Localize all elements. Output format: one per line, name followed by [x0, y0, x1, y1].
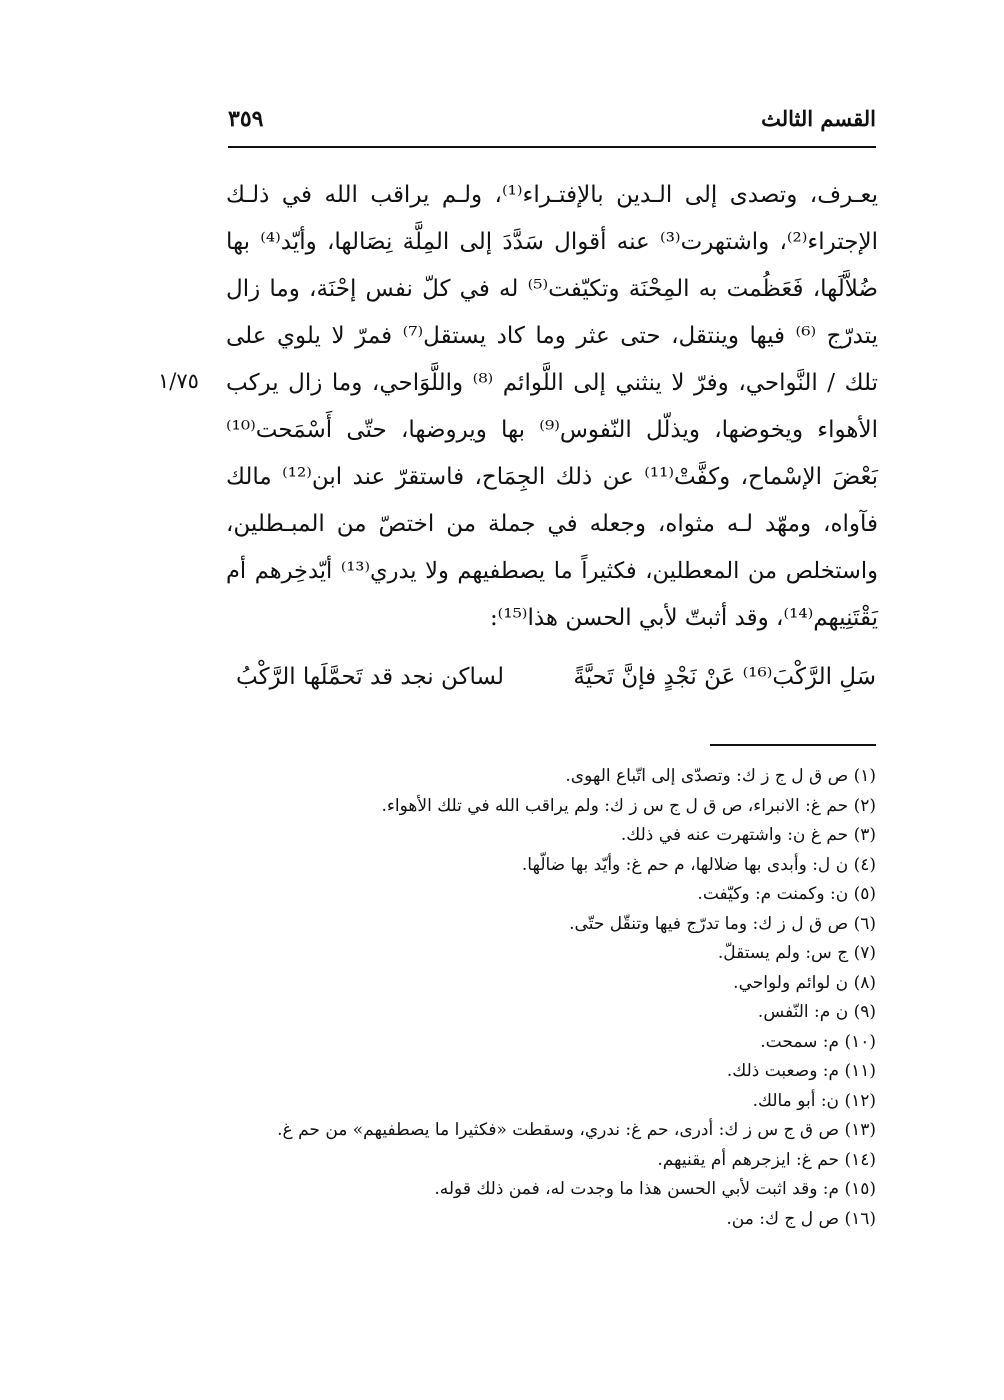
footnote: (١٠) م: سمحت.	[760, 1031, 876, 1052]
body-line: يتدرّج ⁽⁶⁾ فيها وينتقل، حتى عثر وما كاد يستقل⁽⁷⁾ فمرّ لا يلوي على	[226, 323, 879, 349]
body-line: تلك / النَّواحي، وفرّ لا ينثني إلى اللَّوائم ⁽⁸⁾ واللَّوَاحي، وما زال يركب	[226, 370, 878, 396]
body-line: ضُلاَّلَها، فَعَظُمت به المِحْنَة وتكيّفت⁽⁵⁾ له في كلّ نفس إحْنَة، وما زال	[226, 276, 878, 302]
section-title: القسم الثالث	[761, 106, 876, 131]
running-header	[228, 104, 876, 146]
footnote: (١٣) ص ق ج س ز ك: أدرى، حم غ: ندري، وسقطت «فكثيرا ما يصطفيهم» من حم غ.	[277, 1120, 876, 1140]
footnote-rule	[710, 744, 876, 746]
footnote: (٢) حم غ: الانبراء، ص ق ل ج س ز ك: ولم يراقب الله في تلك الأهواء.	[381, 795, 876, 816]
footnote: (٤) ن ل: وأبدى بها ضلالها، م حم غ: وأيّد بها ضالّها.	[521, 854, 876, 875]
verse-second-hemistich: لساكن نجد قد تَحمَّلَها الرَّكْبُ	[236, 664, 505, 690]
page-number: ٣٥٩	[228, 106, 264, 132]
header-rule	[228, 146, 876, 148]
poetry-verse	[228, 652, 876, 702]
footnote: (٦) ص ق ل ز ك: وما تدرّج فيها وتنقّل حتّى.	[569, 913, 876, 934]
body-line: واستخلص من المعطلين، فكثيراً ما يصطفيهم ولا يدري⁽¹³⁾ أيّدخِرهم أم	[226, 558, 878, 584]
margin-folio-note: ١/٧٥	[158, 369, 199, 393]
body-line: يَقْتَنِيهم⁽¹⁴⁾، وقد أثبتّ لأبي الحسن هذا⁽¹⁵⁾:	[489, 605, 878, 631]
footnote: (٨) ن لوائم ولواحي.	[733, 972, 876, 993]
body-line: يعـرف، وتصدى إلى الـدين بالإفتـراء⁽¹⁾، ولـم يراقب الله في ذلـك	[226, 182, 878, 208]
body-line: الأهواء ويخوضها، ويذلّل النّفوس⁽⁹⁾ بها ويروضها، حتّى أَسْمَحت⁽¹⁰⁾	[226, 417, 879, 443]
footnote: (١٥) م: وقد اثبت لأبي الحسن هذا ما وجدت له، فمن ذلك قوله.	[434, 1179, 876, 1199]
footnote: (٥) ن: وكمنت م: وكيّفت.	[697, 884, 876, 904]
footnote: (١٢) ن: أبو مالك.	[752, 1090, 876, 1111]
verse-first-hemistich: سَلِ الرَّكْبَ⁽¹⁶⁾ عَنْ نَجْدٍ فإنَّ تَحيَّةً	[573, 664, 876, 690]
body-line: الإجتراء⁽²⁾، واشتهرت⁽³⁾ عنه أقوال سَدَّدَ إلى المِلَّة نِصَالها، وأيّد⁽⁴⁾ بها	[226, 229, 878, 255]
body-line: فآواه، ومهّد لـه مثواه، وجعله في جملة من اختصّ من المبـطلين،	[226, 511, 878, 537]
body-line: بَعْضَ الإسْماح، وكفَّتْ⁽¹¹⁾ عن ذلك الجِمَاح، فاستقرّ عند ابن⁽¹²⁾ مالك	[226, 464, 878, 490]
footnote: (٩) ن م: النّفس.	[757, 1002, 876, 1022]
footnotes-list	[226, 762, 876, 1234]
footnote: (٣) حم غ ن: واشتهرت عنه في ذلك.	[620, 825, 876, 845]
footnote: (١٤) حم غ: ايزجرهم أم يقنيهم.	[657, 1149, 876, 1170]
footnote: (١) ص ق ل ج ز ك: وتصدّى إلى اتّباع الهوى.	[565, 766, 876, 786]
footnote: (٧) ج س: ولم يستقلّ.	[717, 943, 876, 963]
footnote: (١٦) ص ل ج ك: من.	[726, 1208, 876, 1229]
body-text	[226, 172, 878, 642]
footnote: (١١) م: وصعبت ذلك.	[726, 1061, 876, 1081]
